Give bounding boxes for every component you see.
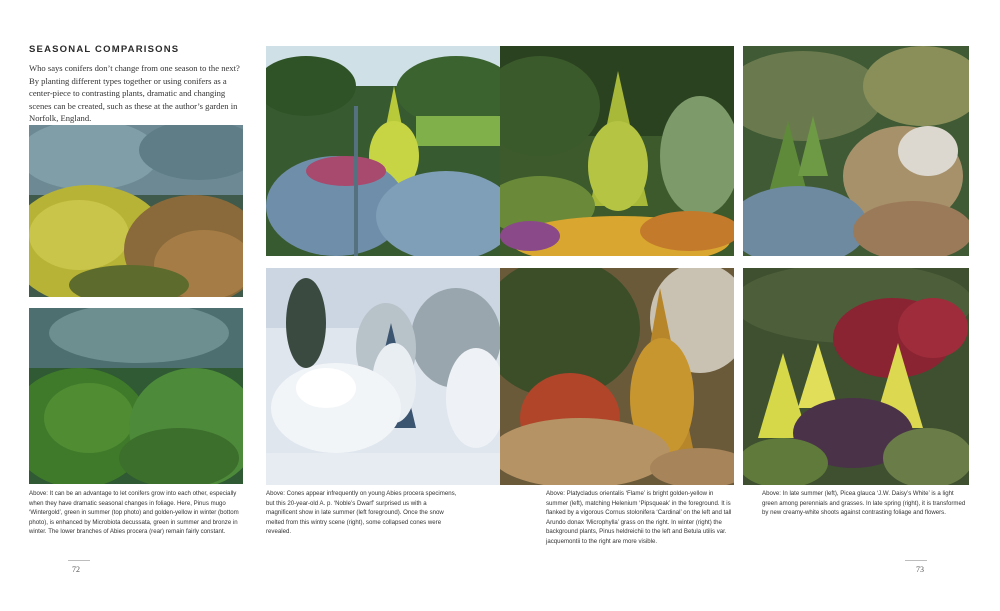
photo-picea-spring (743, 268, 969, 485)
section-heading: SEASONAL COMPARISONS (29, 44, 180, 55)
page-rule-right (905, 560, 927, 561)
page-number-right: 73 (916, 565, 924, 574)
photo-abies-winter (266, 268, 500, 485)
caption-abies: Above: Cones appear infrequently on young Abies procera specimens, but this 20-year-old A. p. ‘Noble’s Dwarf’ surprised us with a magnificent show in late summer (left foreground). Once the snow melted from this wintry scene (right), some collapsed cones were revealed. (266, 490, 457, 536)
page-number-left: 72 (72, 565, 80, 574)
page-rule-left (68, 560, 90, 561)
intro-paragraph: Who says conifers don’t change from one season to the next? By planting different types together or using conifers as a center-piece to contrasting plants, dramatic and changing scenes can be created, such as these at the author’s garden in Norfolk, England. (29, 63, 240, 124)
photo-picea-summer (743, 46, 969, 256)
photo-platycladus-winter (500, 268, 734, 485)
photo-conifers-summer (29, 125, 243, 297)
photo-conifers-winter (29, 308, 243, 484)
caption-picea: Above: In late summer (left), Picea glauca ‘J.W. Daisy’s White’ is a light green among perennials and grasses. In late spring (right), it is transformed by new creamy-white shoots against contrasting foliage and flowers. (762, 490, 966, 517)
photo-abies-summer (266, 46, 500, 256)
photo-platycladus-summer (500, 46, 734, 256)
caption-microbiota: Above: It can be an advantage to let conifers grow into each other, especially when they have dramatic seasonal changes in foliage. Here, Pinus mugo ‘Wintergold’, green in summer (top photo) and golden-yellow in winter (bottom photo), is enhanced by Microbiota decussata, green in summer and bronze in winter. The lower branches of Abies procera (rear) remain fairly constant. (29, 490, 239, 536)
caption-platycladus: Above: Platycladus orientalis ‘Flame’ is bright golden-yellow in summer (left), matching Helenium ‘Pipsqueak’ in the foreground. It is flanked by a vigorous Cornus stolonifera ‘Cardinal’ on the left and tall Arundo donax ‘Microphylla’ grass on the right. In winter (right) the background plants, Pinus heldreichii to the left and Betula utilis var. jacquemontii to the right are more visible. (546, 490, 732, 545)
